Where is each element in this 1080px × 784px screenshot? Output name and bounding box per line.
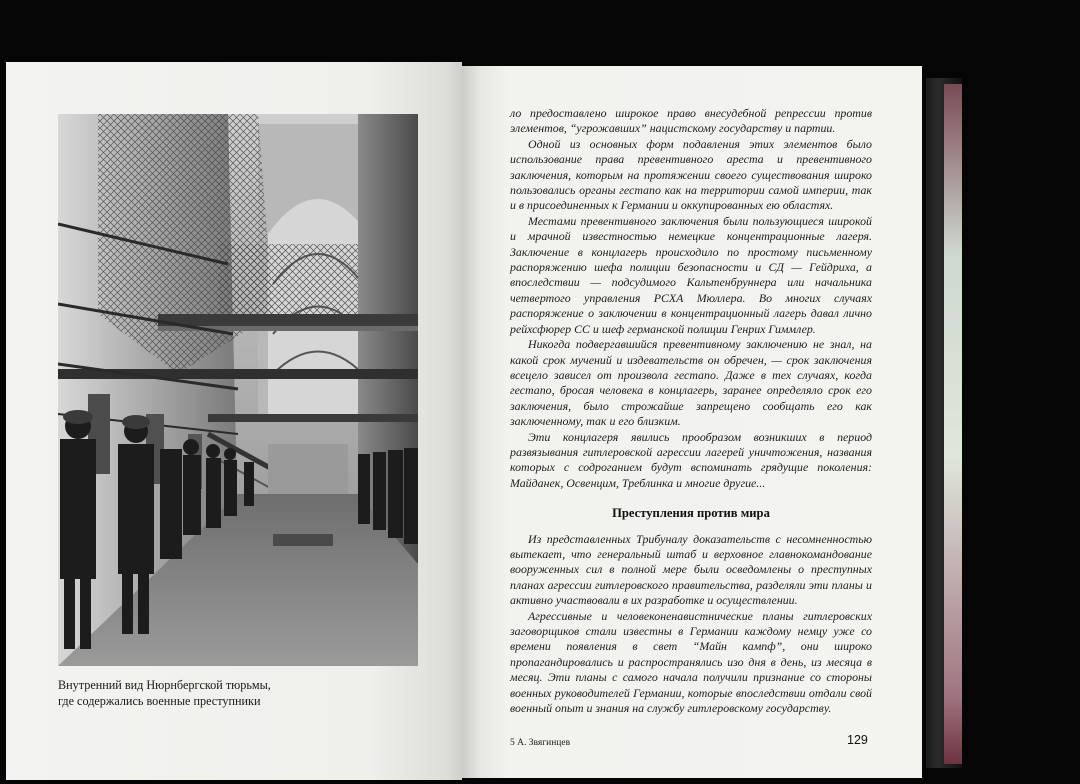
prison-photo-illustration [58, 114, 418, 666]
paragraph: Эти концлагеря явились прообразом возникших в период развязывания гитлеровской агрессии лагерей уничтожения, названия которых с содроганием будут вспоминать грядущие поколения: Майданек, Освенцим, Треблинка и многие другие... [510, 429, 872, 490]
photo-caption-line-2: где содержались военные преступники [58, 694, 261, 708]
page-number: 129 [847, 733, 868, 747]
paragraph: Агрессивные и человеконенавистнические планы гитлеровских заговорщиков стали известны в Германии каждому немцу уже со времени появления в свет “Майн кампф”, они широко пропагандировались и распространялись изо дня в день, из месяца в месяц. Эти планы с самого начала получили признание со стороны военных руководителей Германии, которые впоследствии отдали свой военный опыт и знания на службу гитлеровскому государству. [510, 608, 872, 716]
photo-caption [58, 677, 438, 709]
photo-caption-line-1: Внутренний вид Нюрнбергской тюрьмы, [58, 678, 271, 692]
prison-photo [58, 114, 418, 666]
right-page-text [510, 106, 872, 716]
paragraph: ло предоставлено широкое право внесудебной репрессии против элементов, “угрожавших” нацистскому государству и партии. [510, 106, 872, 136]
paragraph: Из представленных Трибуналу доказательств с несомненностью вытекает, что генеральный штаб и верховное главнокомандование вооруженных сил в полной мере были осведомлены о преступных планах агрессии гитлеровского правительства, разделяли эти планы и активно участвовали в их разработке и осуществлении. [510, 531, 872, 608]
signature-mark: 5 А. Звягинцев [510, 738, 571, 748]
section-heading: Преступления против мира [612, 506, 770, 521]
paragraph: Одной из основных форм подавления этих элементов было использование права превентивного ареста и превентивного заключения, которым на протяжении своего существования широко пользовались органы гестапо как на территории самой империи, так и в присоединенных к Германии и оккупированных ею областях. [510, 136, 872, 213]
background-book-spine [926, 78, 962, 768]
paragraph: Местами превентивного заключения были пользующиеся широкой и мрачной известностью немецкие концентрационные лагеря. Заключение в концлагерь происходило по простому письменному распоряжению шефа полиции безопасности и СД — Гейдриха, а впоследствии — подсудимого Кальтенбруннера или начальника четвертого управления РСХА Мюллера. Во многих случаях распоряжение о заключении в концентрационный лагерь давал лично рейхсфюрер СС и шеф германской полиции Генрих Гиммлер. [510, 213, 872, 336]
paragraph: Никогда подвергавшийся превентивному заключению не знал, на какой срок мучений и издевательств он обречен, — срок заключения всецело зависел от произвола гестапо. Даже в тех случаях, когда гестапо, бросая человека в концлагерь, заранее определяло срок его заключения, было строжайше запрещено сообщать его как заключенному, так и его близким. [510, 337, 872, 429]
